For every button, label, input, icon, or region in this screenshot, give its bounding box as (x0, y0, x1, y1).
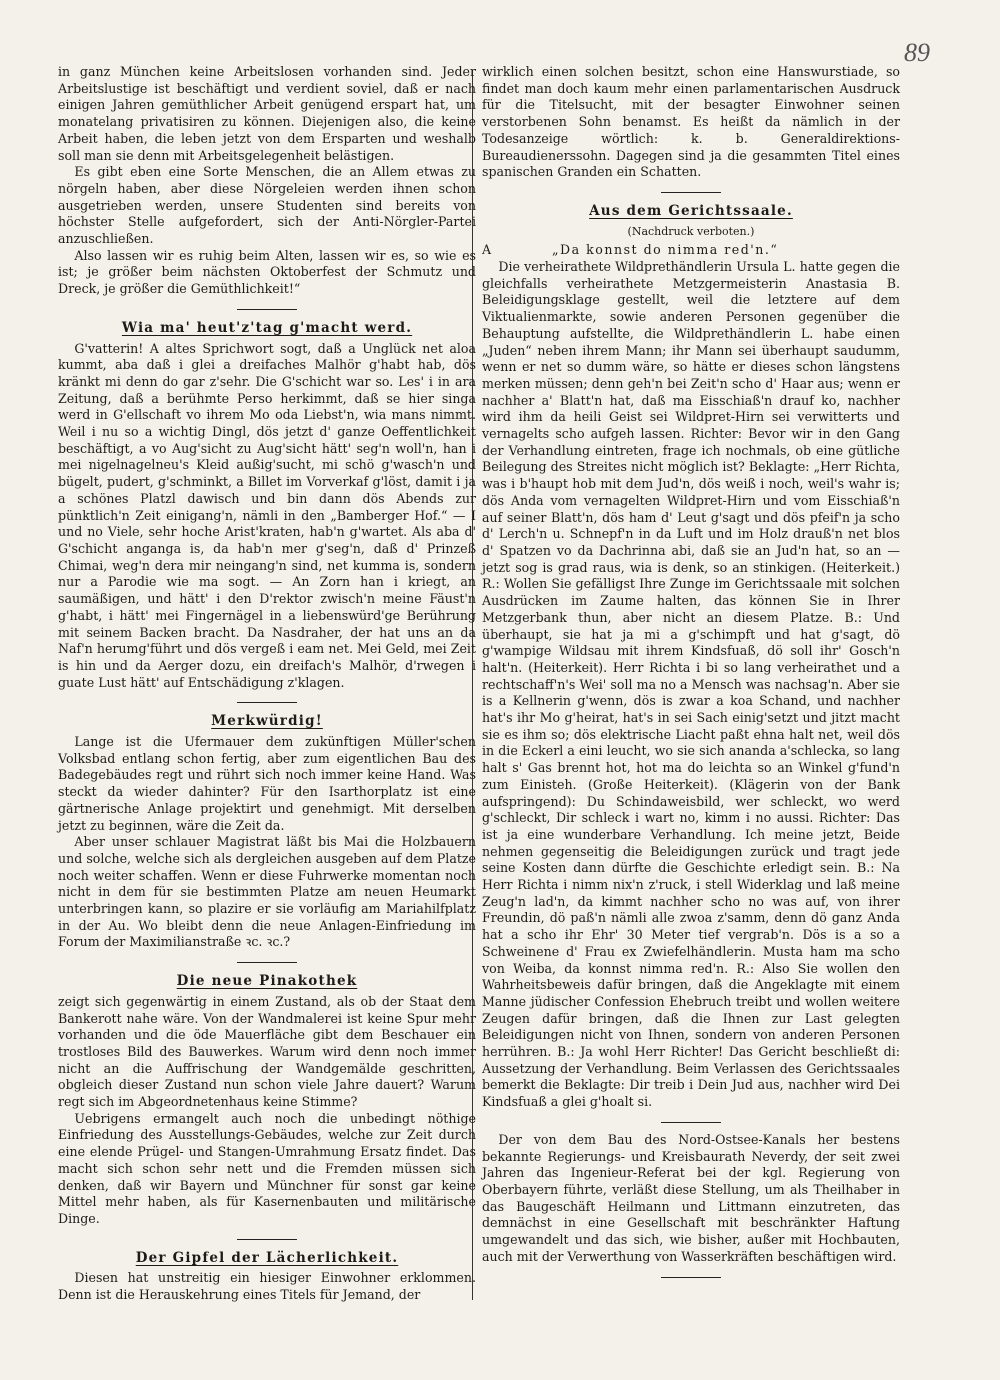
article-continuation-paragraph: in ganz München keine Arbeitslosen vorhanden sind. Jeder Arbeitslustige ist beschäftigt und verdient soviel, daß er nach einigen Jahren gemüthlicher Arbeit genügend erspart hat, um monatelang privatisiren zu können. Diejenigen also, die keine Arbeit haben, die leben jetzt von dem Ersparten und weshalb soll man sie denn mit Arbeitsgelegenheit belästigen. (58, 64, 476, 163)
left-column (58, 64, 476, 1304)
body-paragraph: Aber unser schlauer Magistrat läßt bis Mai die Holzbauern und solche, welche sich als dergleichen ausgeben auf dem Platze noch weiter schaffen. Wenn er diese Fuhrwerke momentan noch nicht in dem für sie bestimmten Platze am neuen Heumarkt unterbringen kann, so plazire er sie vorläufig am Mariahilfplatz in der Au. Wo bleibt denn die neue Anlagen-Einfriedung im Forum der Maximilianstraße ꝛc. ꝛc.? (58, 834, 476, 950)
section-divider (237, 702, 297, 703)
case-subtitle (482, 242, 900, 259)
heading-pinakothek: Die neue Pinakothek (176, 973, 358, 990)
body-paragraph: Lange ist die Ufermauer dem zukünftigen Müller'schen Volksbad entlang schon fertig, aber zum eigentlichen Bau des Badegebäudes regt und rührt sich noch immer keine Hand. Was steckt da wieder dahinter? Für den Isarthorplatz ist eine gärtnerische Anlage projektirt und genehmigt. Mit derselben jetzt zu beginnen, wäre die Zeit da. (58, 734, 476, 833)
reprint-note: (Nachdruck verboten.) (627, 224, 755, 238)
case-letter: A (482, 242, 493, 258)
body-paragraph: Die verheirathete Wildprethändlerin Ursula L. hatte gegen die gleichfalls verheirathete Metzgermeisterin Anastasia B. Beleidigungsklage gestellt, weil die letztere auf dem Viktualienmarkte, sowie anderen Personen gegenüber die Behauptung aufstellte, die Wildprethändlerin L. habe einen „Juden“ neben ihrem Mann; ihr Mann sei überhaupt saudumm, wenn er net so dumm wäre, so hätte er dieses schon längstens merken müssen; denn geh'n bei Zeit'n scho d' Haar aus; wenn er nachher a' Blatt'n hat, daß ma Eisschiaß'n drauf ko, nachher wird ihm da heili Geist sei Wildpret-Hirn sei verwitterts und vernagelts scho aufgeh lassen. Richter: Bevor wir in den Gang der Verhandlung eintreten, frage ich nochmals, ob eine gütliche Beilegung des Streites nicht möglich ist? Beklagte: „Herr Richta, was i b'haupt hob mit dem Jud'n, dös weiß i noch, weil's wahr is; dös Anda vom vernagelten Wildpret-Hirn und vom Eisschiaß'n auf seiner Blatt'n, dös ham d' Leut g'sagt und dös pfeif'n ja scho d' Lerch'n u. Schnepf'n in da Luft und im Holz drauß'n net blos d' Spatzen vo da Dachrinna abi, daß sie an Jud'n hat, so an — jetzt sog is grad raus, wia is denk, so an stinkigen. (Heiterkeit.) R.: Wollen Sie gefälligst Ihre Zunge im Gerichtssaale mit solchen Ausdrücken im Zaume halten, das können Sie in Ihrer Metzgerbank thun, aber nicht an diesem Platze. B.: Und überhaupt, sie hat ja mi a g'schimpft und hat g'sagt, dö g'wampige Wildsau mit ihrem Kindsfuaß, dö soll ihr' Gosch'n halt'n. (Heiterkeit). Herr Richta i bi so lang verheirathet und a rechtschaff'n's Wei' soll ma no a Mensch was nachsag'n. Aber sie is a Kellnerin g'wenn, dös is zwar a koa Schand, und nachher hat's ihr Mo g'heirat, hat's in sei Sach einig'setzt und jitzt macht sie es ihm so; dös elektrische Liacht paßt ehna halt net, weil dös in die Eckerl a eini leucht, wo sie sich ananda a'schlecka, so lang halt s' Gas brennt hot, hot ma do leichta so an Winkel g'fund'n zum Einisteh. (Große Heiterkeit). (Klägerin von der Bank aufspringend): Du Schindaweisbild, wer schleckt, wo werd g'schleckt, Dir schleck i wart no, kimm i no aussi. Richter: Das ist ja eine wunderbare Verhandlung. Ich meine jetzt, Beide nehmen gegenseitig die Beleidigungen zurück und tragt jede seine Kosten dann dürfte die Geschichte erledigt sein. B.: Na Herr Richta i nimm nix'n z'ruck, i stell Widerklag und laß meine Zeug'n lad'n, da kimmt nachher scho no was auf, von ihrer Freundin, dö paß'n nämli alle zwoa z'samm, denn dö ganz Anda hat a scho ihr Ehr' 30 Meter tief vergrab'n. Dös is a so a Schweinene d' Frau ex Zwiefelhändlerin. Musta ham ma scho von Weiba, da konnst nimma red'n. R.: Also Sie wollen den Wahrheitsbeweis dafür bringen, daß die Angeklagte mit einem Manne jüdischer Confession Ehebruch treibt und wollen weitere Zeugen dafür bringen, daß die Ihnen zur Last gelegten Beleidigungen nicht von Ihnen, sondern von anderen Personen herrühren. B.: Ja wohl Herr Richter! Das Gericht beschließt di: Aussetzung der Verhandlung. Beim Verlassen des Gerichtssaales bemerkt die Beklagte: Dir treib i Dein Jud aus, nachher wird Dei Kindsfuaß a glei g'hoalt si. (482, 259, 900, 1110)
section-divider (661, 192, 721, 193)
section-divider (661, 1277, 721, 1278)
body-paragraph: zeigt sich gegenwärtig in einem Zustand, als ob der Staat dem Bankerott nahe wäre. Von der Wandmalerei ist keine Spur mehr vorhanden und die öde Mauerfläche gibt dem Beschauer ein trostloses Bild des Bauwerkes. Warum wird denn noch immer nicht an die Auffrischung der Wandgemälde geschritten, obgleich dieser Zustand nun schon viele Jahre dauert? Warum regt sich im Abgeordnetenhaus keine Stimme? (58, 993, 476, 1110)
heading-heutzutag: Wia ma' heut'z'tag g'macht werd. (121, 319, 413, 336)
section-divider (237, 962, 297, 963)
section-divider (237, 1239, 297, 1240)
body-paragraph: Der von dem Bau des Nord-Ostsee-Kanals her bestens bekannte Regierungs- und Kreisbaurath Neverdy, der seit zwei Jahren das Ingenieur-Referat bei der kgl. Regierung von Oberbayern führte, verläßt diese Stellung, um als Theilhaber in das Baugeschäft Heilmann und Littmann einzutreten, das demnächst in eine Gesellschaft mit beschränkter Haftung umgewandelt und das sich, wie bisher, außer mit Hochbauten, auch mit der Verwerthung von Wasserkräften beschäftigen wird. (482, 1131, 900, 1264)
case-quote: „Da konnst do nimma red'n.“ (552, 242, 779, 258)
body-paragraph: Uebrigens ermangelt auch noch die unbedingt nöthige Einfriedung des Ausstellungs-Gebäudes, welche zur Zeit durch eine elende Prügel- und Stangen-Umrahmung Ersatz findet. Das macht sich schon sehr nett und die Fremden müssen sich denken, daß wir Bayern und Münchner für sonst gar keine Mittel mehr haben, als für Kasernenbauten und militärische Dinge. (58, 1110, 476, 1226)
body-paragraph: Also lassen wir es ruhig beim Alten, lassen wir es, so wie es ist; je größer beim nächsten Oktoberfest der Schmutz und Dreck, je größer die Gemüthlichkeit!“ (58, 247, 476, 297)
heading-gipfel: Der Gipfel der Lächerlichkeit. (135, 1249, 399, 1266)
body-paragraph: G'vatterin! A altes Sprichwort sogt, daß a Unglück net aloa kummt, aba daß i glei a dreifaches Malhör g'habt hab, dös kränkt mi denn do gar z'sehr. Die G'schicht war so. Les' i in ara Zeitung, daß a berühmte Perso herkimmt, daß se hier singa werd in G'ellschaft vo ihrem Mo oda Liebst'n, wia mans nimmt. Weil i nu so a wichtig Dingl, dös jetzt d' ganze Oeffentlichkeit beschäftigt, a vo Aug'sicht zu Aug'sicht hätt' seg'n woll'n, han i mei nigelnagelneu's Kleid außig'sucht, mi schö g'wasch'n und bügelt, pudert, g'schminkt, a Billet im Vorverkaf g'löst, damit i ja a schönes Platzl dawisch und bin dann dös Abends zur pünktlich'n Zeit einigang'n, nämli in den „Bamberger Hof.“ — I und no Viele, sehr hoche Arist'kraten, hab'n g'wartet. Als aba d' G'schicht anganga is, da hab'n mer g'seg'n, daß d' Prinzeß Chimai, weg'n dera mir neingang'n sind, net kumma is, sondern nur a Parodie wie ma sogt. — An Zorn han i kriegt, an saumäßigen, und hätt' i den D'rektor zwisch'n meine Fäust'n g'habt, i hätt' mei Fingernägel in a liebenswürd'ge Berührung mit seinem Backen bracht. Da Nasdraher, der hat uns an da Naf'n herumg'führt und dös vergeß i eam net. Mei Geld, mei Zeit is hin und da Aerger dozu, ein dreifach's Malhör, d'rwegen i guate Lust hätt' auf Entschädigung z'klagen. (58, 340, 476, 690)
section-divider (661, 1122, 721, 1123)
article-continuation-paragraph: wirklich einen solchen besitzt, schon eine Hanswurstiade, so findet man doch kaum mehr einen parlamentarischen Ausdruck für die Titelsucht, mit der besagter Einwohner seinen verstorbenen Sohn benamst. Es heißt da nämlich in der Todesanzeige wörtlich: k. b. Generaldirektions-Bureaudienerssohn. Dagegen sind ja die gesammten Titel eines spanischen Granden ein Schatten. (482, 64, 900, 180)
right-column (482, 64, 900, 1287)
heading-merkwuerdig: Merkwürdig! (211, 713, 323, 730)
heading-gerichtssaal: Aus dem Gerichtssaale. (589, 202, 793, 219)
page-number: 89 (904, 38, 930, 67)
body-paragraph: Diesen hat unstreitig ein hiesiger Einwohner erklommen. Denn ist die Herauskehrung eines Titels für Jemand, der (58, 1270, 476, 1303)
section-divider (237, 309, 297, 310)
body-paragraph: Es gibt eben eine Sorte Menschen, die an Allem etwas zu nörgeln haben, aber diese Nörgeleien werden ihnen schon ausgetrieben werden, unsere Studenten sind bereits von höchster Stelle aufgefordert, sich der Anti-Nörgler-Partei anzuschließen. (58, 164, 476, 247)
